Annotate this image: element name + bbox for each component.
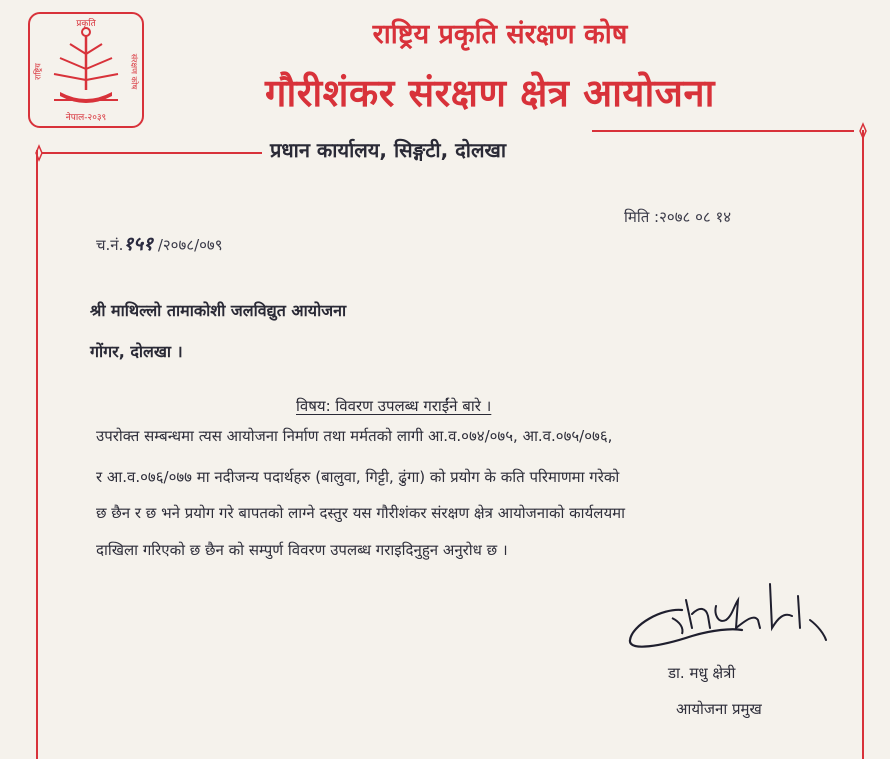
frame-top-left-line <box>42 152 262 155</box>
logo-bottom-text: नेपाल-२०३९ <box>65 113 107 123</box>
logo-top-text: प्रकृति <box>76 19 96 29</box>
reference-year: /२०७८/०७९ <box>157 236 223 254</box>
logo-left-text: राष्ट्रिय <box>33 63 43 80</box>
body-line: छ छैन र छ भने प्रयोग गरे बापतको लाग्ने दस्तुर यस गौरीशंकर संरक्षण क्षेत्र आयोजनाको कार्यलयमा <box>96 504 625 522</box>
signer-title: आयोजना प्रमुख <box>676 700 762 718</box>
reference-prefix: च.नं. <box>96 236 124 254</box>
organization-name: राष्ट्रिय प्रकृति संरक्षण कोष <box>372 19 628 50</box>
recipient-address: गोंगर, दोलखा । <box>90 342 183 361</box>
reference-handwritten-number: १५१ <box>123 233 154 255</box>
corner-ornament-icon <box>854 122 872 140</box>
letter-subject: विषय: विवरण उपलब्ध गराईंने बारे । <box>296 397 492 415</box>
office-address: प्रधान कार्यालय, सिङ्गटी, दोलखा <box>270 138 507 162</box>
project-name: गौरीशंकर संरक्षण क्षेत्र आयोजना <box>265 71 715 115</box>
frame-top-right-line <box>592 130 854 133</box>
signer-name: डा. मधु क्षेत्री <box>668 664 736 682</box>
body-line: उपरोक्त सम्बन्धमा त्यस आयोजना निर्माण तथा मर्मतको लागी आ.व.०७४/०७५, आ.व.०७५/०७६, <box>96 427 613 445</box>
letter-date: मिति :२०७८ ०८ १४ <box>624 208 732 226</box>
corner-ornament-icon <box>30 144 48 162</box>
recipient-name: श्री माथिल्लो तामाकोशी जलविद्युत आयोजना <box>90 301 347 320</box>
body-line: र आ.व.०७६/०७७ मा नदीजन्य पदार्थहरु (बालुवा, गिट्टी, ढुंगा) को प्रयोग के कति परिमाणमा गरेको <box>96 468 620 486</box>
frame-right-line <box>862 130 865 759</box>
logo-right-text: संरक्षण कोष <box>129 53 139 90</box>
organization-logo <box>28 12 144 128</box>
handwritten-signature <box>622 570 832 660</box>
reference-number <box>96 230 223 256</box>
body-line: दाखिला गरिएको छ छैन को सम्पुर्ण विवरण उपलब्ध गराइदिनुहुन अनुरोध छ । <box>96 541 508 559</box>
frame-left-line <box>36 150 39 759</box>
